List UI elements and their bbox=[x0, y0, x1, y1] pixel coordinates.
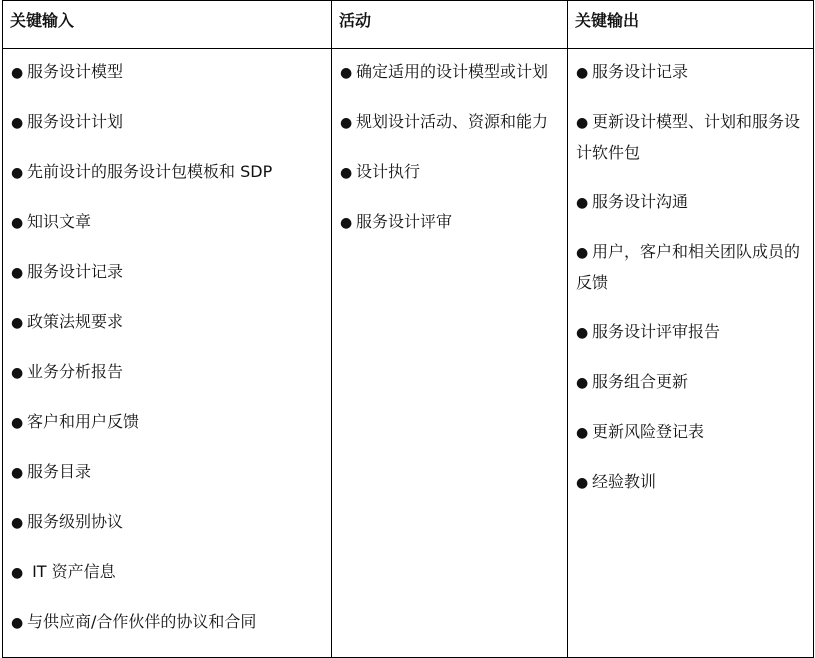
list-item bbox=[11, 307, 325, 338]
activities-list bbox=[340, 57, 561, 238]
list-item bbox=[576, 467, 807, 498]
bullet-icon: ● bbox=[576, 195, 589, 211]
list-item-text: 先前设计的服务设计包模板和 SDP bbox=[27, 162, 273, 181]
key-inputs-list bbox=[11, 57, 325, 638]
list-item-text: 服务设计模型 bbox=[27, 62, 124, 81]
list-item bbox=[340, 157, 561, 188]
list-item-text: 服务设计评审 bbox=[356, 212, 453, 231]
list-item-text: 服务级别协议 bbox=[27, 512, 124, 531]
list-item bbox=[11, 207, 325, 238]
bullet-icon: ● bbox=[11, 365, 24, 381]
bullet-icon: ● bbox=[576, 325, 589, 341]
list-item-text: 业务分析报告 bbox=[27, 362, 124, 381]
header-key-outputs: 关键输出 bbox=[568, 1, 814, 49]
key-outputs-list bbox=[576, 57, 807, 498]
list-item bbox=[11, 357, 325, 388]
list-item bbox=[11, 407, 325, 438]
bullet-icon: ● bbox=[576, 65, 589, 81]
key-outputs-cell bbox=[568, 49, 814, 658]
service-design-table bbox=[2, 0, 814, 658]
bullet-icon: ● bbox=[11, 465, 24, 481]
list-item-text: 政策法规要求 bbox=[27, 312, 124, 331]
bullet-icon: ● bbox=[11, 315, 24, 331]
list-item bbox=[340, 107, 561, 138]
bullet-icon: ● bbox=[11, 165, 24, 181]
list-item-text: 服务设计记录 bbox=[592, 62, 689, 81]
list-item bbox=[576, 317, 807, 348]
activities-cell bbox=[332, 49, 568, 658]
list-item-text: 服务设计计划 bbox=[27, 112, 124, 131]
bullet-icon: ● bbox=[11, 265, 24, 281]
list-item bbox=[11, 157, 325, 188]
bullet-icon: ● bbox=[11, 515, 24, 531]
list-item bbox=[576, 107, 807, 168]
bullet-icon: ● bbox=[11, 415, 24, 431]
list-item bbox=[11, 607, 325, 638]
list-item bbox=[11, 57, 325, 88]
list-item bbox=[11, 257, 325, 288]
bullet-icon: ● bbox=[576, 375, 589, 391]
content-row bbox=[3, 49, 814, 658]
list-item bbox=[576, 187, 807, 218]
list-item-text: 服务设计沟通 bbox=[592, 192, 689, 211]
key-inputs-cell bbox=[3, 49, 332, 658]
list-item bbox=[340, 57, 561, 88]
list-item bbox=[576, 237, 807, 298]
list-item-text: 设计执行 bbox=[356, 162, 421, 181]
bullet-icon: ● bbox=[576, 115, 589, 131]
bullet-icon: ● bbox=[340, 65, 353, 81]
bullet-icon: ● bbox=[11, 215, 24, 231]
list-item-text: 服务目录 bbox=[27, 462, 92, 481]
bullet-icon: ● bbox=[11, 565, 24, 581]
list-item-text: 服务组合更新 bbox=[592, 372, 689, 391]
list-item-text: 服务设计评审报告 bbox=[592, 322, 721, 341]
list-item-text: 经验教训 bbox=[592, 472, 657, 491]
list-item-text: IT 资产信息 bbox=[27, 562, 116, 581]
list-item bbox=[11, 507, 325, 538]
bullet-icon: ● bbox=[340, 115, 353, 131]
list-item bbox=[11, 557, 325, 588]
bullet-icon: ● bbox=[340, 165, 353, 181]
header-key-inputs: 关键输入 bbox=[3, 1, 332, 49]
list-item bbox=[576, 57, 807, 88]
list-item-text: 更新风险登记表 bbox=[592, 422, 705, 441]
bullet-icon: ● bbox=[11, 65, 24, 81]
bullet-icon: ● bbox=[11, 615, 24, 631]
header-row bbox=[3, 1, 814, 49]
list-item-text: 服务设计记录 bbox=[27, 262, 124, 281]
list-item-text: 确定适用的设计模型或计划 bbox=[356, 62, 549, 81]
bullet-icon: ● bbox=[340, 215, 353, 231]
list-item-text: 知识文章 bbox=[27, 212, 92, 231]
list-item bbox=[11, 457, 325, 488]
list-item-text: 规划设计活动、资源和能力 bbox=[356, 112, 549, 131]
design-table-container bbox=[2, 0, 813, 631]
list-item bbox=[11, 107, 325, 138]
list-item bbox=[576, 367, 807, 398]
list-item-text: 与供应商/合作伙伴的协议和合同 bbox=[27, 612, 257, 631]
bullet-icon: ● bbox=[576, 425, 589, 441]
bullet-icon: ● bbox=[11, 115, 24, 131]
list-item bbox=[576, 417, 807, 448]
list-item-text: 客户和用户反馈 bbox=[27, 412, 140, 431]
list-item-text: 用户，客户和相关团队成员的反馈 bbox=[576, 242, 801, 292]
bullet-icon: ● bbox=[576, 475, 589, 491]
bullet-icon: ● bbox=[576, 245, 589, 261]
header-activities: 活动 bbox=[332, 1, 568, 49]
list-item-text: 更新设计模型、计划和服务设计软件包 bbox=[576, 112, 801, 162]
list-item bbox=[340, 207, 561, 238]
